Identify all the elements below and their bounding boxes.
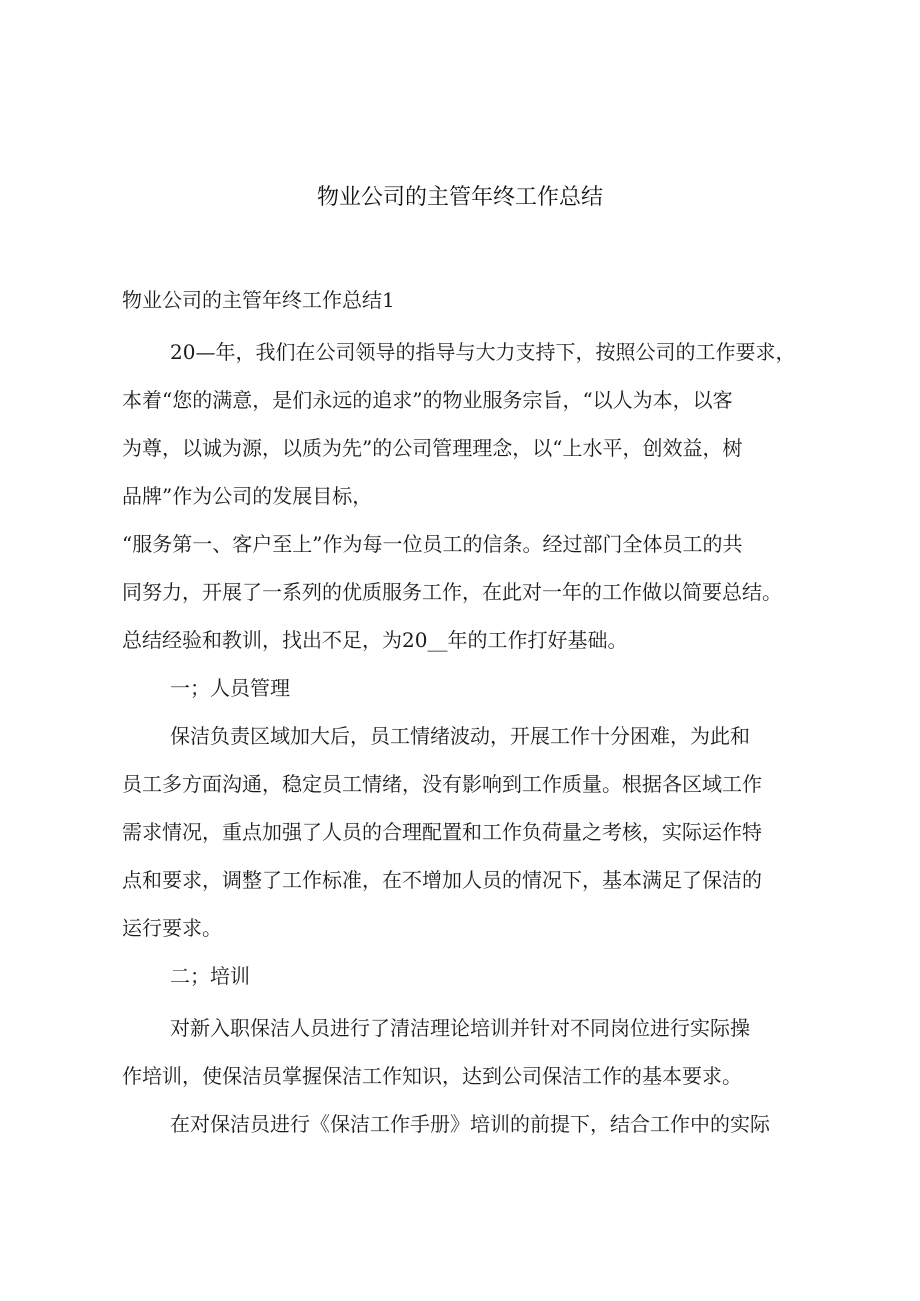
section-heading-training: 二；培训 [170,964,250,988]
paragraph-line: “服务第一、客户至上”作为每一位员工的信条。经过部门全体员工的共 [122,532,743,556]
paragraph-line: 总结经验和教训，找出不足，为20__年的工作打好基础。 [122,628,628,652]
section-heading-personnel: 一；人员管理 [170,676,290,700]
paragraph-line: 同努力，开展了一系列的优质服务工作，在此对一年的工作做以简要总结。 [122,580,782,604]
document-title: 物业公司的主管年终工作总结 [316,185,603,210]
paragraph-line: 作培训，使保洁员掌握保洁工作知识，达到公司保洁工作的基本要求。 [122,1064,742,1088]
paragraph-line: 20—年，我们在公司领导的指导与大力支持下，按照公司的工作要求， [170,340,796,364]
paragraph-line: 在对保洁员进行《保洁工作手册》培训的前提下，结合工作中的实际 [170,1112,770,1136]
paragraph-line: 对新入职保洁人员进行了清洁理论培训并针对不同岗位进行实际操 [170,1016,750,1040]
paragraph-line: 本着“您的满意，是们永远的追求”的物业服务宗旨，“以人为本，以客 [122,388,733,412]
paragraph-line: 运行要求。 [122,916,222,940]
paragraph-line: 品牌”作为公司的发展目标， [122,484,373,508]
paragraph-line: 为尊，以诚为源，以质为先”的公司管理理念，以“上水平，创效益，树 [122,436,743,460]
paragraph-line: 需求情况，重点加强了人员的合理配置和工作负荷量之考核，实际运作特 [122,820,762,844]
paragraph-line: 员工多方面沟通，稳定员工情绪，没有影响到工作质量。根据各区域工作 [122,772,762,796]
paragraph-line: 点和要求，调整了工作标准，在不增加人员的情况下，基本满足了保洁的 [122,868,762,892]
section-heading: 物业公司的主管年终工作总结1 [122,288,395,312]
paragraph-line: 保洁负责区域加大后，员工情绪波动，开展工作十分困难，为此和 [170,724,750,748]
